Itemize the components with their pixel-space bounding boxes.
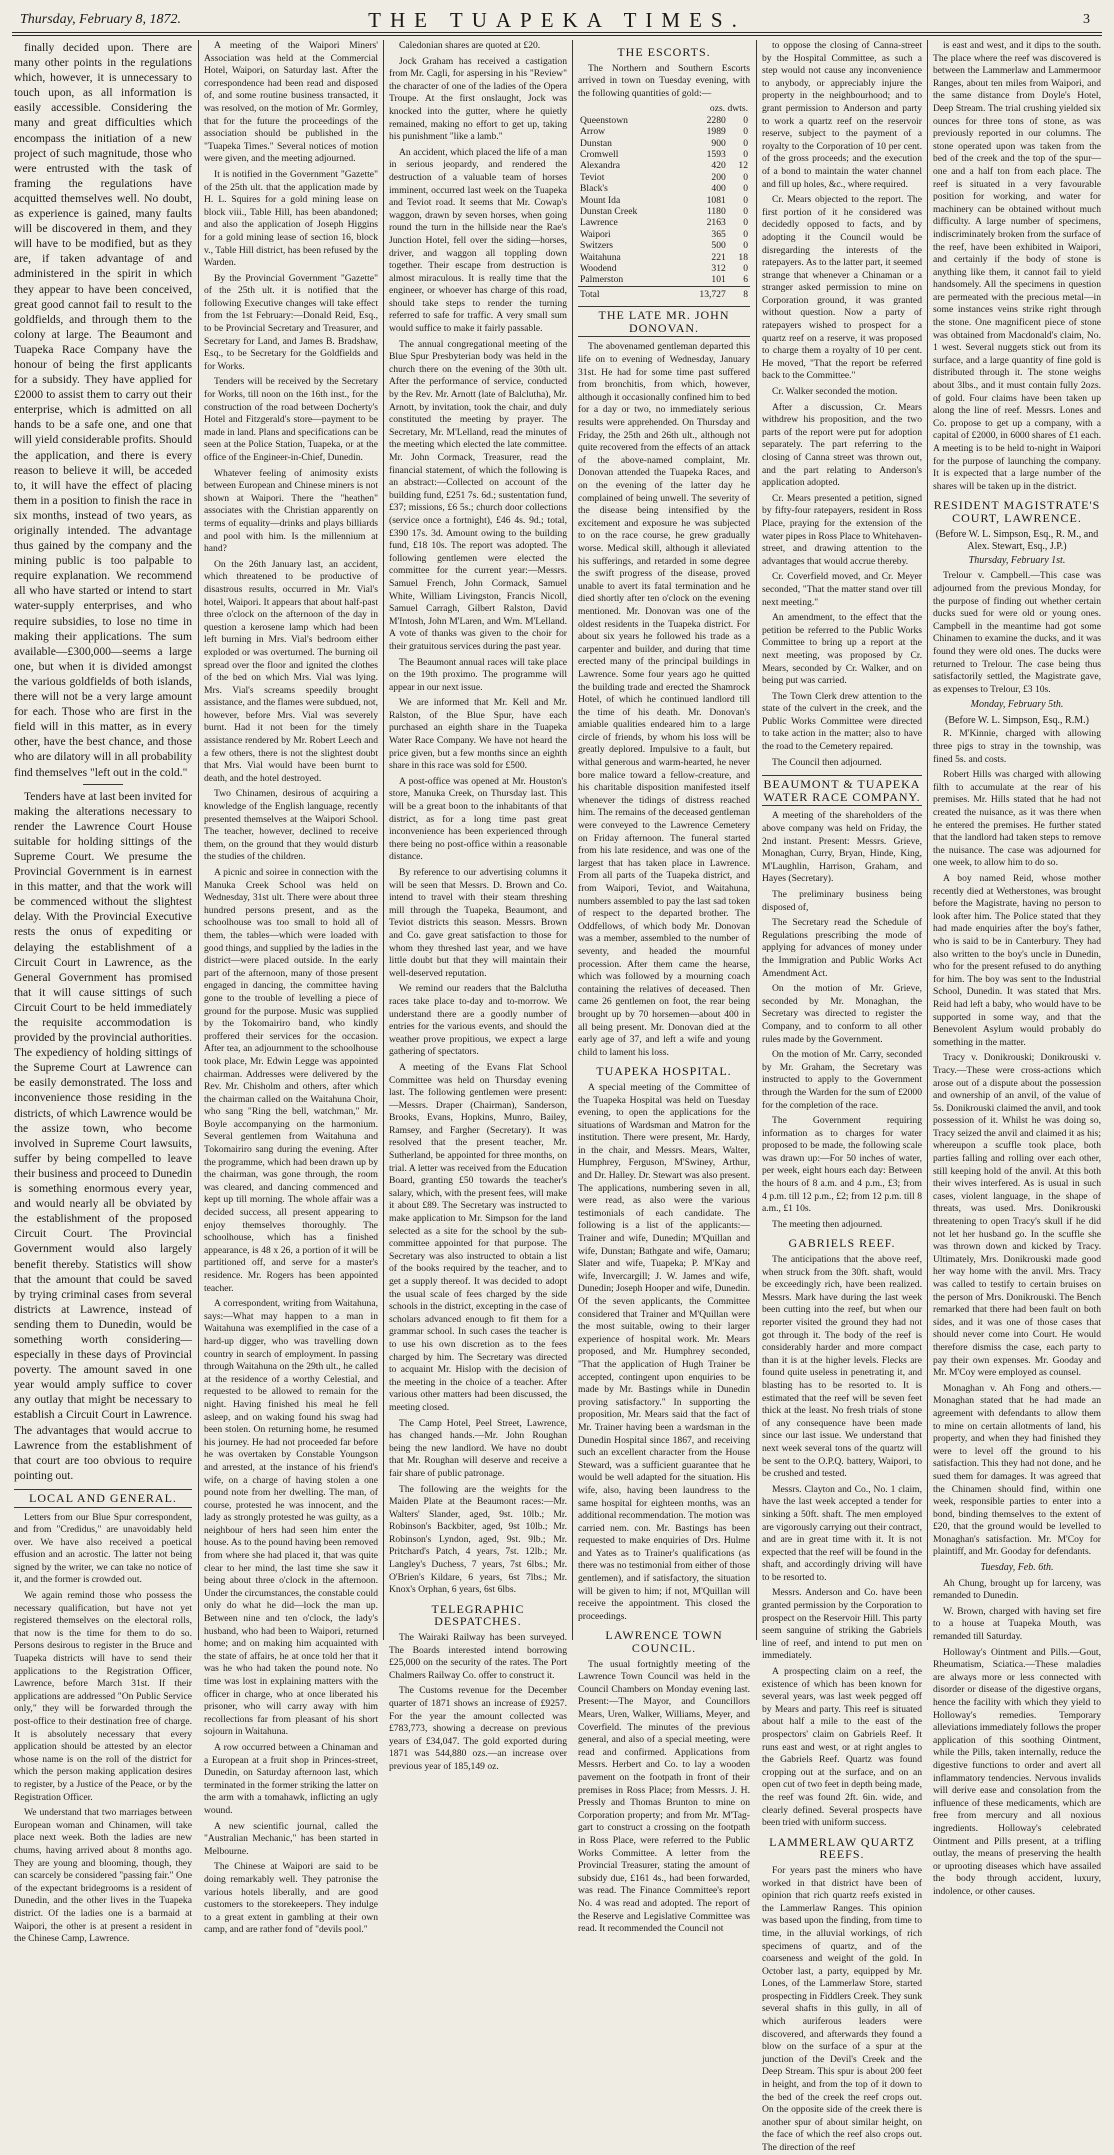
divider [83,784,123,785]
escort-ozs: 2280 [706,114,726,126]
council-item: The Town Clerk drew attention to the state of the culvert in the creek, and the Public Works Committee were directed to take action in the matter; also to have the road to the Cemetery repaired. [762,690,922,753]
escort-dwts: 0 [743,228,748,240]
court-case: Trelour v. Campbell.—This case was adjourned from the previous Monday, for the purpose of finding out whether certain ducks sued for were old or young ones. Campbell in the meantime had got some Chinamen to examine the ducks, and it was found they were old ones. The ducks were returned to Trelour. The case being thus satisfactorily settled, the Magistrate gave, as expenses to Trelour, £3 10s. [933,570,1101,695]
advertisement-holloway: Holloway's Ointment and Pills.—Gout, Rheumatism, Sciatica.—These maladies are always more or less connected with disorder or disease of the digestive organs, hence the facility with which they yield to Holloway's remedies. Temporary alleviations immediately follows the proper application of this soothing Ointment, while the Pills, taken internally, reduce the digestive functions to order and avert all inflammatory tendencies. Nervous invalids will derive ease and consolation from the influence of these medicaments, which are free from mercury and all noxious ingredients. Holloway's celebrated Ointment and Pills present, at a trifling outlay, the means of preserving the health or uprooting diseases which have assailed the body through accident, luxury, indolence, or other causes. [933,1646,1101,1897]
escort-place: Arrow [580,126,606,138]
local-item: We are informed that Mr. Kell and Mr. Ralston, of the Blue Spur, have each purchased an eighth share in the Tuapeka Water Race Company. We have not heard the price given, but a few months since an eighth share in this race was sold for £500. [389,697,567,772]
escort-dwts: 0 [743,194,748,206]
editorial-regulations: finally decided upon. There are many other points in the regulations which, however, it is unnecessary to touch upon, as all information is easily accessible. Considering the many and great difficulties which encompass the initiation of a new project of such magnitude, those who were entrusted with the task of framing the regulations have acquitted themselves well. No doubt, as experience is gained, many faults will be discovered in them, and they will have to be modified, but as they are, if taken advantage of and administered in the spirit in which they appear to have been conceived, great good cannot fail to result to the goldfields, and through them to the colony at large. The Beaumont and Tuapeka Race Company have the honour of being the first applicants for a subsidy. They have applied for £2000 to assist them to carry out their enterprise, which is admitted on all hands to be a safe one, and one that will yield considerable profits. Should the application, and there is every reason to believe it will, be acceded to, it will have the effect of placing them in a position to finish the race in six months, instead of two years, as originally intended. The advantage thus gained by the company and the mining public is too palpable to require explanation. We recommend all who have started or intend to start water-supply enterprises, and who require subsidies, to lose no time in making their applications. The sum available—£300,000—seems a large one, but when it is divided amongst the various goldfields of both islands, there will not be a very large amount for each. Those who are first in the field will in this matter, as in every other, have the best chance, and those who are dilatory will in all probability find themselves "left out in the cold." [14,41,192,779]
escort-row [578,240,750,251]
escort-row [578,195,750,206]
council-heading: LAWRENCE TOWN COUNCIL. [605,1628,723,1656]
escort-ozs: 500 [711,240,726,252]
column-1 [14,40,192,1945]
rmc-date: Tuesday, Feb. 6th. [980,1562,1054,1574]
escort-dwts: 0 [743,114,748,126]
court-case: Monaghan v. Ah Fong and others.—Monaghan stated that he had made an agreement with defendants to allow them to mine on certain allotments of land, his property, and when they had finished they were to level off the ground to his satisfaction. This they had not done, and he sued them for damages. It was agreed that the Chinamen should find, within one week, responsible parties to enter into a bond, binding themselves to the extent of £20, that the ground would be levelled to Monaghan's satisfaction. Mr. M'Coy for plaintiff, and Mr. Gooday for defendants. [933,1382,1101,1558]
local-item: The Beaumont annual races will take place on the 19th proximo. The programme will appear in our next issue. [389,656,567,693]
escort-row [578,172,750,183]
escorts-heading: THE ESCORTS. [617,45,711,59]
column-6 [933,40,1101,1897]
telegram-item: The Customs revenue for the December quarter of 1871 shows an increase of £9257. For the year the amount collected was £783,773, showing a decrease on previous years of £34,047. The gold exported during 1871 was 544,880 ozs.—an increase over previous year of 185,149 oz. [389,1685,567,1772]
escort-ozs: 1989 [706,126,726,138]
local-item: By reference to our advertising columns it will be seen that Messrs. D. Brown and Co. intend to travel with their steam threshing mill through the Tuapeka, Beaumont, and Teviot districts this season. Messrs. Brown and Co. gave great satisfaction to those for whom they threshed last year, and we have little doubt but that they will maintain their well-deserved reputation. [389,867,567,979]
water-item: A meeting of the shareholders of the above company was held on Friday, the 2nd instant. Present: Messrs. Grieve, Monaghan, Curry, Bryan, Hinde, King, M'Laughlin, Harrison, Graham, and Hayes (Secretary). [762,810,922,885]
escort-row [578,252,750,263]
council-report: The usual fortnightly meeting of the Lawrence Town Council was held in the Council Chambers on Monday evening last. Present:—The Mayor, and Councillors Mears, Uren, Walker, Williams, Meyer, and Coverfield. The minutes of the previous general, and also of a special meeting, were read and confirmed. Applications from Messrs. Herbert and Co. to lay a wooden pavement on the footpath in front of their premises in Ross Place; from Messrs. J. H. Pressly and Thomas Brunton to mine on Corporation property; and from Mr. M'Tag-gart to construct a crossing on the footpath in Ross Place, were referred to the Public Works Committee. A letter from the Provincial Treasurer, stating the amount of subsidy due, £161 4s., had been forwarded, was read. The Finance Committee's report No. 4 was read and adopted. The report of the Reserve and Legislative Committee was read. It recommended the Council not [578,1658,750,1935]
council-item: Cr. Coverfield moved, and Cr. Meyer seconded, "That the matter stand over till next meeting." [762,571,922,608]
editorial-circuit-court: Tenders have at last been invited for making the alterations necessary to render the Lawrence Court House suitable for holding sittings of the Supreme Court. We presume the Provincial Government is in earnest in this matter, and that the work will be commenced without the slightest delay. With the Provincial Executive rests the onus of expediting or delaying the establishment of a Circuit Court in Lawrence, as the General Government has promised that it will cause sittings of such Circuit Court to be held immediately the requisite accommodation is provided by the provincial authorities. The expediency of holding sittings of the Supreme Court at Lawrence can be easily demonstrated. The loss and inconvenience those residing in the districts, of which Lawrence would be the assize town, who become involved in Supreme Court lawsuits, suffer by being compelled to leave their business and proceed to Dunedin is something enormous every year, and would nearly all be obviated by the establishment of the proposed Circuit Court. The Provincial Government would also largely benefit thereby. Statistics will show that the amount that could be saved by trying criminal cases from several districts at Lawrence, instead of sending them to Dunedin, would be something worth considering—especially in these days of Provincial poverty. The amount saved in one year would amply suffice to cover any outlay that might be necessary to establish a Circuit Court in Lawrence. The advantages that would accrue to Lawrence from the establishment of that court are too obvious to require pointing out. [14,789,192,1482]
water-item: The meeting then adjourned. [772,1218,883,1230]
escort-ozs: 1593 [706,149,726,160]
column-3 [389,40,567,1772]
council-item: Cr. Mears presented a petition, signed by fifty-four ratepayers, resident in Ross Place, praying for the extension of the water pipes in Ross Place to Whitehaven-street, and drawing attention to the advantages that would accrue thereby. [762,492,922,567]
local-item: The annual congregational meeting of the Blue Spur Presbyterian body was held in the church there on the evening of the 30th ult. After the performance of service, conducted by the Rev. Mr. Arnott (late of Balclutha), Mr. Arnott, by invitation, took the chair, and duly constituted the meeting by prayer. The Secretary, Mr. M'Lelland, read the minutes of the meeting which elected the late committee. Mr. John Cormack, Treasurer, read the financial statement, of which the following is an abstract:—Collected on account of the building fund, £251 7s. 6d.; sustentation fund, £37; missions, £6 5s.; church door collections (service once a fortnight), £46 4s. 9d.; total, £390 17s. 3d. Amount owing to the building fund, £18 10s. The report was adopted. The following gentlemen were elected the committee for the current year:—Messrs. Samuel French, John Cormack, Samuel White, William Livingston, Francis Nicoll, Samuel Carragh, Gilbert Ralston, David M'Intosh, John M'Laren, and Wm. M'Lelland. A vote of thanks was given to the choir for their gratuitous services during the past year. [389,338,567,652]
escort-dwts: 0 [743,206,748,218]
rmc-heading: RESIDENT MAGISTRATE'S COURT, LAWRENCE. [933,498,1101,525]
escort-dwts: 18 [738,251,748,263]
header-rule [12,32,1102,33]
local-item: The following are the weights for the Maiden Plate at the Beaumont races:—Mr. Walters' Slander, aged, 9st. 10lb.; Mr. Robinson's Backbiter, aged, 9st 10lb.; Mr. Robinson's Lyndon, aged, 9st. 9lb.; Mr. Pritchard's Patch, 4 years, 7st. 12lb.; Mr. Langley's Duchess, 7 years, 7st 6lbs.; Mr. O'Brien's Kildare, 6 years, 6st 7lbs.; Mr. Knox's Orphan, 6 years, 6st 6lbs. [389,1483,567,1596]
local-item: An accident, which placed the life of a man in serious jeopardy, and rendered the destruction of a valuable team of horses imminent, occurred last week on the Tuapeka and Teviot road. It seems that Mr. Cowap's waggon, drawn by seven horses, when going round the turn in the hillside near the Rae's Junction Hotel, fell over the siding—horses, driver, and waggon all toppling down together. Their escape from destruction is almost miraculous. It is really time that the engineer, or whoever has charge of this road, should take steps to render the turning referred to safe for traffic. A very small sum would suffice to make it fairly passable. [389,146,567,335]
water-item: On the motion of Mr. Carry, seconded by Mr. Graham, the Secretary was instructed to apply to the Government through the Warden for the sum of £2000 for the completion of the race. [762,1049,922,1111]
water-item: The Government requiring information as to charges for water proposed to be made, the following scale was drawn up:—For 50 inches of water, per week, eight hours each day: Between the hours of 8 a.m. and 4 p.m., £3; from 4 p.m. till 12 p.m., £2; from 12 p.m. till 8 a.m., £1 10s. [762,1115,922,1215]
escort-place: Dunstan [580,137,612,149]
escort-place: Waipori [580,228,611,240]
donovan-heading: THE LATE MR. JOHN DONOVAN. [578,306,750,337]
telegram-item: The Wairaki Railway has been surveyed. The Boards interested intend borrowing £25,000 on the security of the rates. The Port Chalmers Railway Co. offer to construct it. [389,1632,567,1681]
council-item: An amendment, to the effect that the petition be referred to the Public Works Committee to bring up a report at the next meeting, was proposed by Cr. Mears, seconded by Cr. Walker, and on being put was carried. [762,612,922,687]
water-race-heading: BEAUMONT & TUAPEKA WATER RACE COMPANY. [762,775,922,806]
escort-ozs: 101 [711,274,726,286]
council-item: Cr. Walker seconded the motion. [772,386,898,398]
escort-row [578,206,750,217]
escort-place: Queenstown [580,114,628,126]
escort-dwts: 6 [743,274,748,286]
gabriels-item: Messrs. Clayton and Co., No. 1 claim, have the last week accepted a tender for sinking a 50ft. shaft. The men employed are vigorously carrying out their contract, and are in great time with it. It is not expected that the reef will be found in the shaft, and accordingly driving will have to be resorted to. [762,1483,922,1583]
telegraphic-heading: TELEGRAPHIC DESPATCHES. [431,1601,525,1629]
escort-place: Lawrence [580,217,618,229]
column-divider [572,40,573,1640]
local-item: Jock Graham has received a castigation from Mr. Cagli, for aspersing in his "Review" the character of one of the ladies of the Opera Troupe. At the first onslaught, Jock was knocked into the gutter, where he quietly remained, making no effort to get up, taking his punishment "like a lamb." [389,55,567,143]
court-case: Ah Chung, brought up for larceny, was remanded to Dunedin. [933,1577,1101,1602]
escort-ozs: 400 [711,183,726,195]
escort-dwts: 0 [743,217,748,229]
council-item: The Council then adjourned. [772,756,882,768]
local-item: Whatever feeling of animosity exists between European and Chinese miners is not shown at Waipori. There the "heathen" associates with the Christian apparently on terms of equality—drinks and plays billiards and pool with him. Is the millennium at hand? [204,467,378,555]
escorts-total-row [578,286,750,300]
column-5 [762,40,922,2153]
local-item: Tenders will be received by the Secretary for Works, till noon on the 16th inst., for the construction of the road between Docherty's Hotel and Fitzgerald's store—payment to be made in land. Plans and specifications can be seen at the Police Station, Tuapeka, or at the office of the Engineer-in-Chief, Dunedin. [204,376,378,463]
page-number: 3 [1083,12,1090,27]
escort-dwts: 0 [743,263,748,275]
escort-row [578,126,750,137]
local-item: We understand that two marriages between European woman and Chinamen, will take place next week. Both the ladies are new chums, having arrived about 8 months ago. They are young and blooming, though, they can scarcely be considered "passing fair." One of the expectant bridegrooms is a resident of Dunedin, and the other lives in the Tuapeka district. Of the ladies one is a barmaid at Waipori, the other is at present a resident in the Chinese Camp, Lawrence. [14,1807,192,1945]
escort-ozs: 1180 [706,206,726,218]
gabriels-item: The anticipations that the above reef, when struck from the 30ft. shaft, would be exceedingly rich, have been realized. Messrs. Mark have during the last week been cutting into the reef, but when our reporter visited the ground they had not got through it. The body of the reef is considerably harder and more compact than it is at the higher levels. Flecks are found quite useless in penetrating it, and blasting has to be resorted to. It is estimated that the reef will be seven feet thick at the least. No fresh trials of stone of any consequence have been made since our last issue. We understand that next week several tons of the quartz will be sent to the O.P.Q. battery, Waipori, to be crushed and tested. [762,1254,922,1480]
escort-row [578,138,750,149]
local-item: The Chinese at Waipori are said to be doing remarkably well. They patronise the various hotels liberally, and are good customers to the storekeepers. They indulge to a great extent in gambling at their own camp, and are rather fond of "devils pool." [204,1861,378,1936]
escort-row [578,217,750,228]
escort-dwts: 12 [738,160,748,172]
escort-dwts: 0 [743,240,748,252]
local-item: A picnic and soiree in connection with the Manuka Creek School was held on Wednesday, 31st ult. There were about three hundred persons present, and as the schoolhouse was too small to hold all of them, the tables—which were loaded with good things, and supplied by the ladies in the district—were placed outside. In the early part of the afternoon, many of those present engaged in dancing, the committee having gone to the trouble of levelling a piece of ground for the purpose. Music was supplied by the Tokomairiro band, who kindly proffered their services for the occasion. After tea, an adjournment to the schoolhouse took place, Mr. Edwin Legge was appointed chairman. Addresses were delivered by the Rev. Mr. Chisholm and others, after which the chairman called on the Waitahuna Choir, who sang "Ring the bell, watchman," Mr. Boyle accompanying on the harmonium. Several gentlemen from Waitahuna and Tokomairiro sang during the evening. After the programme, which had been drawn up by the chairman, was gone through, the room was cleared, and dancing commenced and kept up till morning. The whole affair was a decided success, all present appearing to enjoy themselves thoroughly. The schoolhouse, which has a finished appearance, is 48 x 26, a portion of it will be partitioned off, and serve for a master's residence. Mr. Rogers has been appointed teacher. [204,867,378,1294]
escort-dwts: 0 [743,149,748,160]
escort-row [578,149,750,160]
page-header [12,6,1102,30]
water-item: The Secretary read the Schedule of Regulations prescribing the mode of applying for advances of money under the Immigration and Public Works Act Amendment Act. [762,917,922,979]
column-2 [204,40,378,1936]
local-item: Two Chinamen, desirous of acquiring a knowledge of the English language, recently presented themselves at the Waipori School. The teacher, however, declined to receive them, on the ground that they would disturb the studies of the children. [204,788,378,863]
rmc-bench: (Before W. L. Simpson, Esq., R. M., and Alex. Stewart, Esq., J.P.) [935,528,1099,553]
court-case: Robert Hills was charged with allowing filth to accumulate at the rear of his premises. Mr. Hills stated that he had not created the nuisance, as it was there when he entered the premises. He further stated that the landlord had taken steps to remove the nuisance. The case was adjourned for one week, to allow him to do so. [933,769,1101,869]
escort-ozs: 221 [711,251,726,263]
escort-place: Mount Ida [580,194,621,206]
escorts-total-label: Total [578,286,678,300]
escort-place: Waitahuna [580,251,621,263]
local-item: A post-office was opened at Mr. Houston's store, Manuka Creek, on Thursday last. This will be a great boon to the inhabitants of that district, as for a long time past great inconvenience has been experienced through there being no post-office within a reasonable distance. [389,775,567,863]
local-item: A meeting of the Evans Flat School Committee was held on Thursday evening last. The following gentlemen were present:—Messrs. Draper (Chairman), Sanderson, Brooks, Evans, Hopkins, Munro, Bailey, Ramsey, and Fargher (Secretary). It was resolved that the present teacher, Mr. Sutherland, be appointed for three months, on trial. A letter was received from the Education Board, granting £50 towards the teacher's salary, which, with the present fees, will make it about £89. The Secretary was instructed to make application to Mr. Simpson for the land selected as a site for the school by the sub-committee appointed for that purpose. The Secretary was also instructed to obtain a list of the books required by the teacher, and to get a supply thereof. It was decided to adopt the usual scale of fees charged by the side schools in the district, excepting in the case of scholars advanced enough to fit them for a grammar school. In such cases the teacher is to use his own discretion as to the fees charged by him. The Secretary was directed to acquaint Mr. Hislop with the decision of the meeting in the choice of a teacher. After various other matters had been discussed, the meeting closed. [389,1061,567,1413]
escort-row [578,263,750,274]
escort-place: Alexandra [580,160,620,172]
court-case: R. M'Kinnie, charged with allowing three pigs to stray in the township, was fined 5s. and costs. [933,728,1101,765]
court-case: A boy named Reid, whose mother recently died at Wetherstones, was brought before the Magistrate, having no person to look after him. The Police stated that they had made enquiries after the boy's father, who is said to be in Canterbury. They had also written to the boy's uncle in Dunedin, who for the present refused to do anything for him. The boy was sent to the Industrial School, Dunedin. It was stated that Mrs. Reid had left a baby, who would have to be supported in some way, and that the Benevolent Asylum would probably do something in the matter. [933,873,1101,1048]
escorts-total-oz: 13,727 [678,286,728,300]
local-item: Caledonian shares are quoted at £20. [399,40,541,51]
escort-row [578,229,750,240]
local-item: Letters from our Blue Spur correspondent, and from "Credidus," are unavoidably held over. We have also received a poetical effusion and an acrostic. The latter not being signed by the writer, we can take no notice of it, and the former is crowded out. [14,1511,192,1586]
escorts-units: ozs. dwts. [709,103,748,115]
hospital-heading: TUAPEKA HOSPITAL. [596,1064,732,1079]
escort-dwts: 0 [743,171,748,183]
escorts-intro: The Northern and Southern Escorts arrived in town on Tuesday evening, with the following quantities of gold:— [578,62,750,99]
rmc-date: Monday, February 5th. [970,699,1064,711]
escort-place: Dunstan Creek [580,206,638,218]
rmc-bench: (Before W. L. Simpson, Esq., R.M.) [945,714,1089,726]
gabriels-heading: GABRIELS REEF. [788,1236,896,1251]
column-divider [198,40,199,1640]
escort-ozs: 365 [711,228,726,240]
escort-dwts: 0 [743,183,748,195]
local-item: The Camp Hotel, Peel Street, Lawrence, has changed hands.—Mr. John Roughan being the new landlord. We have no doubt that Mr. Roughan will deserve and receive a fair share of public patronage. [389,1417,567,1479]
escort-place: Switzers [580,240,614,252]
escort-ozs: 2163 [706,217,726,229]
escorts-table [578,103,750,300]
local-item: We remind our readers that the Balclutha races take place to-day and to-morrow. We understand there are a goodly number of entries for the various events, and should the weather prove propitious, we expect a large gathering of spectators. [389,983,567,1058]
local-item: A new scientific journal, called the "Australian Mechanic," has been started in Melbourne. [204,1820,378,1857]
escort-place: Teviot [580,171,605,183]
local-item: It is notified in the Government "Gazette" of the 25th ult. that the application made by H. L. Squires for a gold mining lease on block viii., Table Hill, has been abandoned; and also the application of Joseph Higgins for a gold mining lease of section 16, block v., Table Hill district, has been refused by the Warden. [204,168,378,269]
water-item: The preliminary business being disposed of, [762,889,922,913]
escort-row [578,274,750,286]
local-item: A correspondent, writing from Waitahuna, says:—What may happen to a man in Waitahuna was exemplified in the case of a hard-up digger, who was travelling down country in search of employment. In passing through Waitahuna on the 29th ult., he called at the residence of a worthy Celestial, and requested to be allowed to remain for the night. Having finished his meal he fell asleep, and on waking found his swag had been stolen. On returning home, he resumed his journey. He had not proceeded far before he was overtaken by Constable Youngson and arrested, at the instance of his friend's wife, on a charge of having stolen a one pound note from her dwelling. The man, of course, protested he was innocent, and the lady as strongly protested he was guilty, as a neighbour of hers had seen him enter the house. As to the pound having been removed from where she had placed it, that was quite clear to her mind, the last time she saw it being about three o'clock in the afternoon. Under the circumstances, the constable could only do what he did—lock the man up. Between nine and ten o'clock, the lady's husband, who had been to Waipori, returned home; and on making him acquainted with the state of affairs, he at once told her that it was he who had taken the pound note. No time was lost in explaining matters with the officer in charge, who at once liberated his prisoner, who will carry away with him recollections far from pleasant of his short sojourn in Waitahuna. [204,1298,378,1738]
water-item: On the motion of Mr. Grieve, seconded by Mr. Monaghan, the Secretary was directed to register the Company, and to conform to all other rules made by the Government. [762,983,922,1045]
council-item: After a discussion, Cr. Mears withdrew his proposition, and the two parts of the report were put for adoption separately. The part referring to the closing of Canna street was thrown out, and the part relating to Anderson's application adopted. [762,401,922,489]
escort-dwts: 0 [743,137,748,149]
escort-place: Black's [580,183,608,195]
escort-ozs: 200 [711,171,726,183]
escort-ozs: 420 [711,160,726,172]
escort-dwts: 0 [743,126,748,138]
hospital-report: A special meeting of the Committee of the Tuapeka Hospital was held on Tuesday evening, to open the applications for the situations of Wardsman and Matron for the institution. There were present, Mr. Hardy, in the chair, and Messrs. Mears, Walter, Humphrey, Ferguson, M'Swiney, Arthur, and Dr. Halley. Dr. Stewart was also present. The applications, numbering seven in all, were read, as also were the various testimonials of each candidate. The following is a list of the applicants:—Trainer and wife, Dunedin; M'Quillan and wife, Dunstan; Bathgate and wife, Oamaru; Slater and wife, Tuapeka; P. M'Kay and wife, Invercargill; J. W. James and wife, Dunedin; Joseph Hooper and wife, Dunedin. Of the seven applicants, the Committee considered that Trainer and M'Quillan were the most suitable, owing to their larger experience of hospital work. Mr. Mears proposed, and Mr. Humphrey seconded, "That the application of Hugh Trainer be accepted, contingent upon enquiries to be made by Mr. Bastings while in Dunedin proving satisfactory." In supporting the proposition, Mr. Mears said that the fact of Mr. Trainer having been a wardsman in the Dunedin Hospital since 1867, and receiving such an excellent character from the House Steward, was a sufficient guarantee that he would be well adapted for the situation. His wife, also, having been laundress to the same hospital for eighteen months, was an additional recommendation. The motion was carried nem. con. Mr. Bastings has been requested to make enquiries of Drs. Hulme and Yates as to Trainer's qualifications (as there was no testimonial from either of those gentlemen), and if satisfactory, the situation will be given to him; if not, M'Quillan will receive the appointment. This closed the proceedings. [578,1081,750,1622]
donovan-obituary: The abovenamed gentleman departed this life on to evening of Wednesday, January 31st. He had for some time past suffered from bronchitis, from which, however, although it occasionally confined him to bed for a day or two, no immediately serious results were apprehended. On Thursday and Friday, the 25th and 26th ult., although not quite recovered from the effects of an attack of the above-named complaint, Mr. Donovan attended the Tuapeka Races, and on the evening of the latter day he complained of being unwell. The severity of the disease being intensified by the excitement and exposure he was subjected to on the race course, he grew gradually worse. Medical skill, although it alleviated his sufferings, and retarded in some degree the swift progress of the disease, proved unable to avert its fatal termination and he died shortly after ten o'clock on the evening mentioned. Mr. Donovan was one of the oldest residents in the Tuapeka district. For about six years he followed his trade as a carpenter and builder, and during that time erected many of the principal buildings in Lawrence. Some four years ago he quitted the building trade and erected the Shamrock Hotel, of which he continued landlord till the time of his death. Mr. Donovan's amiable qualities endeared him to a large circle of friends, by whom his loss will be greatly deplored. Impulsive to a fault, but withal generous and warm-hearted, he never bore malice toward a fellow-creature, and his charitable disposition manifested itself whenever the tidings of distress reached him. The remains of the deceased gentleman were conveyed to the Lawrence Cemetery on Friday afternoon. The funeral started from his late residence, and was one of the largest that has taken place in Lawrence. From all parts of the Tuapeka district, and from Waipori, Teviot, and Waitahuna, numbers assembled to pay the last sad token of respect to the departed brother. The Oddfellows, of which body Mr. Donovan was a member, assembled to the number of seventy, and headed the mournful procession. After them came the hearse, which was followed by a mourning coach containing the relatives of deceased. Then came 26 gentlemen on foot, the rear being brought up by 70 horsemen—about 400 in all being present. Mr. Donovan died at the early age of 37, and left a wife and young child to lament his loss. [578,341,750,1058]
council-item: Cr. Mears objected to the report. The first portion of it he considered was decidedly opposed to facts, and by adopting it the Council would be disregarding the interests of the ratepayers. As to the latter part, it seemed strange that whenever a Chinaman or a stranger asked permission to mine on Corporation ground, it was granted without question. Now a party of ratepayers wished to prospect for a quartz reef on a reserve, it was proposed to charge them a royalty of 10 per cent. He moved, "That the report be referred back to the Committee." [762,194,922,382]
column-divider [756,40,757,1640]
lammerlaw-heading: LAMMERLAW QUARTZ REEFS. [769,1834,915,1862]
lammerlaw-continued: is east and west, and it dips to the south. The place where the reef was discovered is between the Lammerlaw and Lammermoor Ranges, about ten miles from Waipori, and the same distance from Doyle's Hotel, Deep Stream. The trial crushing yielded six ounces for three tons of stone, as was previously reported in our columns. The stone operated upon was taken from the bed of the creek and the top of the spur—one and a half ton from each place. The reef is situated in a very favourable position for working, and water for machinery can be obtained without much difficulty. A large number of specimens, indiscriminately broken from the surface of the reef, have been exhibited in Waipori, and certainly if the body of stone is anything like them, it cannot fail to yield handsomely. All the specimens in question are permeated with the precious metal—in some instances veins strike right through the stone. One magnificent piece of stone was obtained from Macdonald's claim, No. 1 west. Several nuggets stick out from its surface, and a large quantity of fine gold is distributed through it. The stone weighs about 3lbs., and it must contain fully 2ozs. of gold. Four claims have been taken up along the line of reef. Messrs. Lones and Co. propose to get up a company, with a capital of £2000, in 6000 shares of £1 each. A meeting is to be held to-night in Waipori for the purpose of launching the company. It is expected that a large number of the shares will be taken up in the district. [933,40,1101,492]
escort-place: Cromwell [580,149,619,160]
escort-row [578,115,750,126]
local-item: A meeting of the Waipori Miners' Association was held at the Commercial Hotel, Waipori, on Saturday last. After the correspondence had been read and disposed of, and some routine business transacted, it was resolved, on the motion of Mr. Gormley, that for the future the proceedings of the association should be published in the "Tuapeka Times." Several notices of motion were given, and the meeting adjourned. [204,40,378,165]
escorts-total-dwt: 8 [728,286,750,300]
escort-place: Palmerston [580,274,624,286]
local-general-heading: LOCAL AND GENERAL. [14,1489,192,1508]
header-rule-double [12,35,1102,36]
escort-place: Woodend [580,263,617,275]
issue-date: Thursday, February 8, 1872. [20,12,181,27]
rmc-date: Thursday, February 1st. [968,554,1066,566]
local-item: By the Provincial Government "Gazette" of the 25th ult. it is notified that the following Executive changes will take effect from the 1st February:—Donald Reid, Esq., to be Provincial Secretary and Treasurer, and Secretary for Land, and James B. Bradshaw, Esq., to be Secretary for the Goldfields and for Works. [204,272,378,372]
lammerlaw-item: For years past the miners who have worked in that district have been of opinion that rich quartz reefs existed in the Lammerlaw Ranges. This opinion was based upon the finding, from time to time, in the alluvial workings, of rich specimens of quartz, and of the coarseness and weight of the gold. In October last, a party, equipped by Mr. Lones, of the Lammerlaw Store, started prospecting in Fiddlers Creek. They sunk several shafts in this gully, in all of which auriferous leaders were discovered, and afterwards they found a blow on the surface of a spur at the junction of the Devil's Creek and the Deep Stream. This spur is about 200 feet in height, and from the top of it down to the bed of the creek the reef crops out. On the opposite side of the creek there is another spur of about similar height, on the face of which the reef also crops out. The direction of the reef [762,1864,922,2153]
escort-ozs: 900 [711,137,726,149]
masthead-title: THE TUAPEKA TIMES. [368,8,746,32]
escort-row [578,183,750,194]
council-item: to oppose the closing of Canna-street by the Hospital Committee, as such a step would not cause any inconvenience to anybody, or appreciably injure the property in the neighbourhood; and to grant permission to Anderson and party to work a quartz reef on the reservoir reserve, subject to the payment of a royalty to the Corporation of 10 per cent. of the gross proceeds; and the execution of a bond to maintain the water channel and fill up holes, &c., where required. [762,40,922,190]
court-case: Tracy v. Donikrouski; Donikrouski v. Tracy.—These were cross-actions which arose out of a dispute about the possession and ownership of an anvil, of the value of 5s. Donikrouski claimed the anvil, and took possession of it. Whilst he was doing so, Tracy seized the anvil and claimed it as his; whereupon a scuffle took place, both parties falling and rolling over each other, still keeping hold of the anvil. At this both their wives interfered. As is usual in such cases, violent language, in the shape of threats, was used. Mrs. Donikrouski threatening to open Tracy's skull if he did not let her husband go. In the scuffle she was thrown down and kicked by Tracy. Ultimately, Mrs. Donikrouski made good her way home with the anvil. Mrs. Tracy was called to testify to certain bruises on the person of Mrs. Donikrouski. The Bench remarked that there had been fault on both sides, and it was one of those cases that should never come into Court. He would therefore dismiss the case, each party to pay their own expenses. Mr. Gooday and Mr. M'Coy were employed as counsel. [933,1052,1101,1379]
local-item: On the 26th January last, an accident, which threatened to be productive of disastrous results, occurred in Mr. Vial's hotel, Waipori. It appears that about half-past three o'clock on the afternoon of the day in question a kerosene lamp which had been left burning in Mrs. Vial's bedroom either exploded or was overturned. The burning oil spread over the floor and ignited the clothes of the bed on which Mrs. Vial was lying. Mrs. Vial's screams speedily brought assistance, and the flames were subdued, not, however, before Mrs. Vial was severely burnt. Had it not been for the timely assistance rendered by Mr. Robert Leech and a few others, there is not the slightest doubt that Mrs. Vial would have been burnt to death, and the hotel destroyed. [204,558,378,784]
gabriels-item: A prospecting claim on a reef, the existence of which has been known for several years, was last week pegged off by Mears and party. This reef is situated about half a mile to the east of the prospectors' claim on Gabriels Reef. It runs east and west, or at right angles to the Gabriels Reef. Quartz was found cropping out at the surface, and on an open cut of two feet in depth being made, the reef was found 2ft. 6in. wide, and clearly defined. Several prospects have been tried with uniform success. [762,1666,922,1829]
escort-ozs: 312 [711,263,726,275]
gabriels-item: Messrs. Anderson and Co. have been granted permission by the Corporation to prospect on the Reservoir Hill. This party seem sanguine of striking the Gabriels line of reef, and intend to put men on immediately. [762,1587,922,1662]
column-divider [927,40,928,1640]
local-item: A row occurred between a Chinaman and a European at a fruit shop in Princes-street, Dunedin, on Saturday afternoon last, which terminated in the former striking the latter on the arm with a tomahawk, inflicting an ugly wound. [204,1741,378,1816]
escort-ozs: 1081 [706,194,726,206]
escort-row [578,160,750,171]
local-item: We again remind those who possess the necessary qualification, but have not yet registered themselves on the electoral rolls, that now is the time for them to do so. Persons desirous to register in the Bruce and Tuapeka districts will have to send their applications to the Registration Officer, Lawrence, before March 31st. If their applications are addressed "On Public Service only," they will be forwarded through the post-office to their destination free of charge. It is absolutely necessary that every application should be attested by an elector whose name is on the roll of the district for which the person making application desires to register, by a Justice of the Peace, or by the Registration Officer. [14,1590,192,1803]
column-divider [383,40,384,1640]
column-4 [578,40,750,1935]
court-case: W. Brown, charged with having set fire to a house at Tuapeka Mouth, was remanded till Saturday. [933,1605,1101,1643]
